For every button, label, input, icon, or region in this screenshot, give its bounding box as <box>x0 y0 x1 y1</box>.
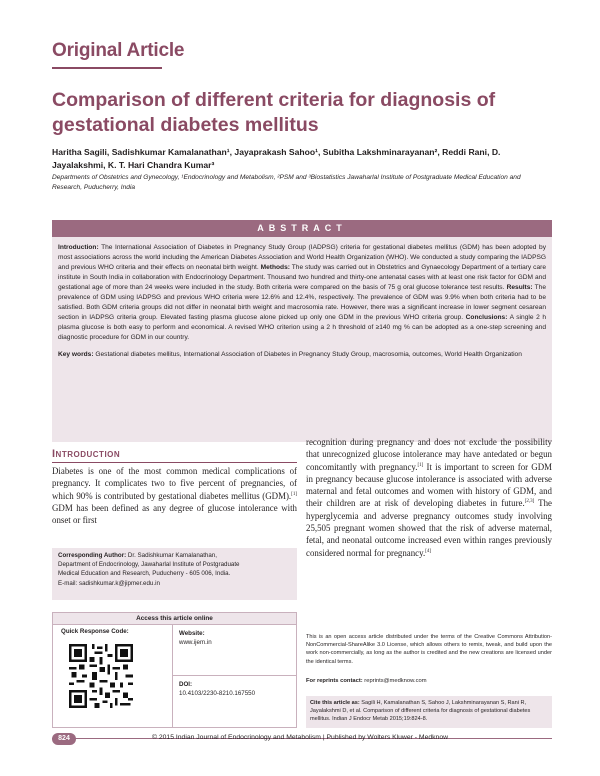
keywords <box>58 350 546 360</box>
corresponding-email[interactable]: E-mail: sadishkumar.k@jipmer.edu.in <box>58 579 160 587</box>
website-link[interactable]: www.ijem.in <box>179 639 212 646</box>
introduction-heading: Introduction <box>52 448 121 460</box>
intro-col2-text-2: It is important to screen for GDM in pregnancy because glucose intolerance is associated with adverse maternal and fetal outcomes and women with history of GDM, and their children are at risk of developing diabetes in future. <box>306 461 552 509</box>
affiliations: Departments of Obstetrics and Gynecology, ¹Endocrinology and Metabolism, ²PSM and ³Biostatistics Jawaharlal Institute of Postgraduate Medical Education and Research, Puducherry, India <box>52 174 521 191</box>
footer-copyright: © 2015 Indian Journal of Endocrinology and Metabolism | Published by Wolters Kluwer - Medknow <box>151 734 449 741</box>
abstract-body <box>52 237 552 360</box>
reprint-contact <box>306 678 427 684</box>
corresponding-author-box <box>52 548 297 600</box>
introduction-continued <box>306 436 552 559</box>
website-cell <box>173 625 296 675</box>
intro-col2-text-1: recognition during pregnancy and does not exclude the possibility that unrecognized glucose intolerance may have antedated or begun concomitantly with pregnancy. <box>306 437 552 472</box>
abstract-methods-text: The study was carried out in Obstetrics and Gynaecology Department of a tertiary care institute in South India in collaboration with Endocrinology Department. Thousand two hundred and thirty-one antenatal cases with at least one risk factor for GDM and gestational age of more than 24 weeks were included in the study. Both criteria were compared on the basis of 75 g oral glucose tolerance test results. <box>58 264 546 291</box>
corresponding-dept: Department of Endocrinology, Jawaharlal Institute of Postgraduate <box>58 561 240 569</box>
access-info-column <box>173 625 296 727</box>
qr-label: Quick Response Code: <box>61 628 129 635</box>
section-label: Original Article <box>52 40 185 61</box>
section-divider <box>52 67 162 69</box>
article-title: Comparison of different criteria for diagnosis of gestational diabetes mellitus <box>52 89 496 136</box>
abstract-methods-label: Methods: <box>260 264 290 271</box>
abstract-box <box>52 220 552 442</box>
reference-2[interactable]: [1] <box>417 462 424 468</box>
page-number: 824 <box>52 733 76 745</box>
abstract-heading: ABSTRACT <box>52 220 552 237</box>
keywords-text: Gestational diabetes mellitus, International Association of Diabetes in Pregnancy Study Group, macrosomia, outcomes, World Health Organization <box>93 351 522 358</box>
abstract-intro-text: The International Association of Diabetes in Pregnancy Study Group (IADPSG) criteria for gestational diabetes mellitus (GDM) has been adopted by most associations across the world including the American Diabetes Association and World Health Organization (WHO). We conducted a study comparing the IADPSG and previous WHO criteria and their effects on neonatal birth weight. <box>58 244 546 271</box>
qr-column <box>53 625 173 727</box>
abstract-results-text: The prevalence of GDM using IADPSG and previous WHO criteria were 12.6% and 12.4%, respectively. The prevalence of GDM was 9.9% when both criteria had to be satisfied. Both GDM criteria groups did not differ in neonatal birth weight and macrosomia rate. However, there was a significant increase in lower segment cesarean section in IADPSG criteria group. Elevated fasting plasma glucose alone picked up only one GDM in the previous WHO criteria group. <box>58 284 546 321</box>
intro-text-1: Diabetes is one of the most common medical complications of pregnancy. It complicates two to five percent of pregnancies, of which 90% is contributed by gestational diabetes mellitus (GDM). <box>52 466 297 501</box>
corresponding-name: Dr. Sadishkumar Kamalanathan, <box>126 552 217 559</box>
abstract-intro-label: Introduction: <box>58 244 99 251</box>
abstract-conclusions-label: Conclusions: <box>465 314 508 321</box>
reprint-email[interactable]: reprints@medknow.com <box>362 678 427 684</box>
introduction-paragraph <box>52 465 297 526</box>
access-heading: Access this article online <box>53 613 296 625</box>
qr-code-icon[interactable] <box>69 644 133 708</box>
cite-label: Cite this article as: <box>310 700 360 706</box>
cite-text: Sagili H, Kamalanathan S, Sahoo J, Lakshminarayanan S, Rani R, Jayalakshmi D, et al. Comparison of different criteria for diagnosis of gestational diabetes mellitus. Indian J Endocr Metab 2015;19:824-8. <box>310 700 531 723</box>
abstract-results-label: Results: <box>506 284 533 291</box>
doi-label: DOI: <box>179 681 193 688</box>
license-notice: This is an open access article distributed under the terms of the Creative Commons Attribution-NonCommercial-ShareAlike 3.0 License, which allows others to remix, tweak, and build upon the work non-commercially, as long as the author is credited and the new creations are licensed under the identical terms. <box>306 634 552 665</box>
reprint-label: For reprints contact: <box>306 678 363 684</box>
author-list: Haritha Sagili, Sadishkumar Kamalanathan¹, Jayaprakash Sahoo¹, Subitha Lakshminarayanan², Reddi Rani, D. Jayalakshmi, K. T. Hari Chandra Kumar³ <box>52 147 501 170</box>
citation-box <box>306 696 552 728</box>
website-label: Website: <box>179 630 205 637</box>
reference-3[interactable]: [2,3] <box>524 499 535 505</box>
introduction-divider <box>52 462 297 463</box>
doi-cell <box>173 675 296 725</box>
abstract-conclusions-text: A single 2 h plasma glucose is both easy to perform and economical. A revised WHO criterion using a 2 h threshold of ≥140 mg % can be adopted as a one-step screening and diagnostic procedure for GDM in our country. <box>58 314 547 341</box>
corresponding-address: Medical Education and Research, Puducherry - 605 006, India. <box>58 570 231 578</box>
reference-1[interactable]: [1] <box>291 491 297 497</box>
doi-link[interactable]: 10.4103/2230-8210.167550 <box>179 690 256 697</box>
access-online-box <box>52 612 297 728</box>
reference-4[interactable]: [4] <box>425 548 432 554</box>
keywords-label: Key words: <box>58 351 94 358</box>
corresponding-label: Corresponding Author: <box>58 552 127 559</box>
intro-text-2: GDM has been defined as any degree of glucose intolerance with onset or first <box>52 502 297 526</box>
intro-col2-text-3: The hyperglycemia and adverse pregnancy outcomes study involving 25,505 pregnant women showed that the risk of adverse maternal, fetal, and neonatal outcome increased even within ranges previously considered normal for pregnancy. <box>306 498 552 558</box>
